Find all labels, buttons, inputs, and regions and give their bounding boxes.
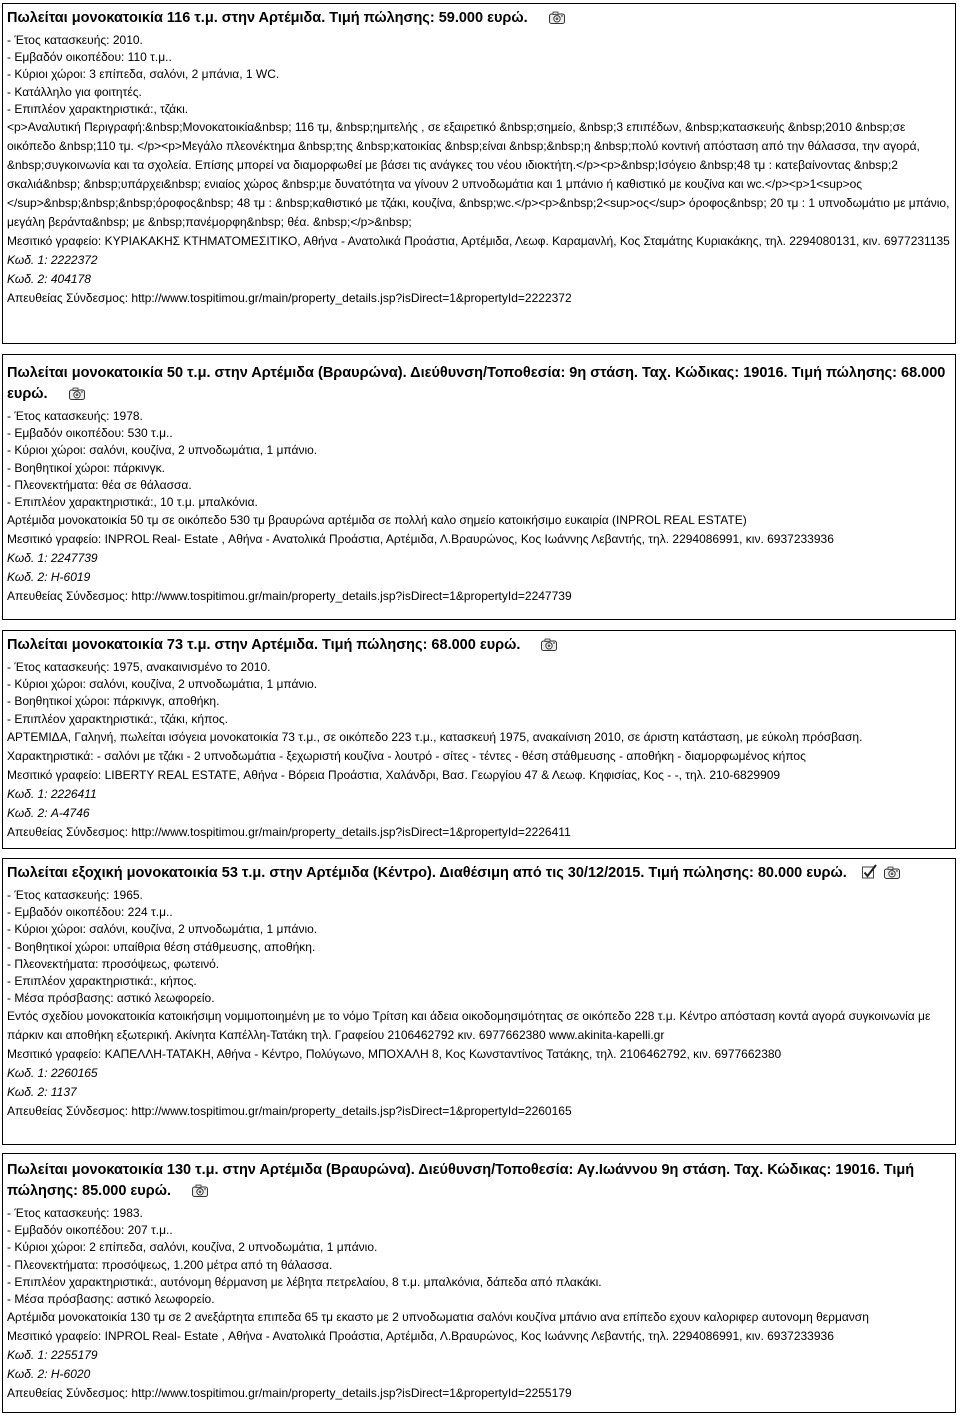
listing-card xyxy=(2,630,956,849)
camera-icon[interactable] xyxy=(883,866,901,887)
detail-line: - Κατάλληλο για φοιτητές. xyxy=(7,84,142,99)
camera-icon[interactable] xyxy=(548,11,566,32)
detail-line: - Βοηθητικοί χώροι: πάρκινγκ. xyxy=(7,460,166,475)
detail-line: - Κύριοι χώροι: σαλόνι, κουζίνα, 2 υπνοδωμάτια, 1 μπάνιο. xyxy=(7,677,318,692)
code-1: Κωδ. 1: 2255179 xyxy=(7,1348,98,1363)
direct-link[interactable]: Απευθείας Σύνδεσμος: http://www.tospitimou.gr/main/property_details.jsp?isDirect=1&propertyId=2226411 xyxy=(7,824,571,839)
code-2: Κωδ. 2: A-4746 xyxy=(7,805,90,820)
listing-card xyxy=(2,354,956,620)
detail-line: - Εμβαδόν οικοπέδου: 110 τ.μ.. xyxy=(7,50,172,65)
direct-link[interactable]: Απευθείας Σύνδεσμος: http://www.tospitimou.gr/main/property_details.jsp?isDirect=1&propertyId=2222372 xyxy=(7,291,572,306)
listing-description: Εντός σχεδίου μονοκατοικία κατοικήσιμη νομιμοποιημένη με το νόμο Τρίτση και άδεια οικοδομησιμότητας σε οικόπεδο 228 τ.μ. Κέντρο απόσταση κοντά αγορά συγκοινωνία με πάρκιν και αποθήκη εξωτερική. Ακίνητα Καπέλλη-Τατάκη τηλ. Γραφείου 2106462792 κιν. 6977662380 www.akinita-kapelli.gr xyxy=(7,1009,931,1043)
detail-line: - Επιπλέον χαρακτηριστικά:, τζάκι. xyxy=(7,101,189,116)
camera-icon[interactable] xyxy=(191,1184,209,1205)
detail-line: - Κύριοι χώροι: 2 επίπεδα, σαλόνι, κουζίνα, 2 υπνοδωμάτια, 1 μπάνιο. xyxy=(7,1240,378,1255)
detail-line: - Κύριοι χώροι: 3 επίπεδα, σαλόνι, 2 μπάνια, 1 WC. xyxy=(7,67,280,82)
detail-line: - Επιπλέον χαρακτηριστικά:, αυτόνομη θέρμανση με λέβητα πετρελαίου, 8 τ.μ. μπαλκόνια, δάπεδα από πλακάκι. xyxy=(7,1274,602,1289)
detail-line: - Έτος κατασκευής: 2010. xyxy=(7,33,143,47)
listing-description: Αρτέμιδα μονοκατοικία 130 τμ σε 2 ανεξάρτητα επιπεδα 65 τμ εκαστο με 2 υπνοδωματια σαλόνι κουζίνα μπάνιο ανα επίπεδο εχουν καλοριφερ αυτονομη θερμανση xyxy=(7,1310,869,1325)
code-1: Κωδ. 1: 2226411 xyxy=(7,786,97,801)
agency-info: Μεσιτικό γραφείο: LIBERTY REAL ESTATE, Αθήνα - Βόρεια Προάστια, Χαλάνδρι, Βασ. Γεωργίου 47 & Λεωφ. Κηφισίας, Κος - -, τηλ. 210-6829909 xyxy=(7,767,781,782)
detail-line: - Πλεονεκτήματα: προσόψεως, φωτεινό. xyxy=(7,956,220,971)
code-2: Κωδ. 2: 404178 xyxy=(7,272,91,287)
detail-line: - Κύριοι χώροι: σαλόνι, κουζίνα, 2 υπνοδωμάτια, 1 μπάνιο. xyxy=(7,443,318,458)
detail-line: - Μέσα πρόσβασης: αστικό λεωφορείο. xyxy=(7,991,215,1006)
listing-title[interactable]: Πωλείται μονοκατοικία 50 τ.μ. στην Αρτέμιδα (Βραυρώνα). Διεύθυνση/Τοποθεσία: 9η στάση. Ταχ. Κώδικας: 19016. Τιμή πώλησης: 68.000 ευρώ. xyxy=(7,363,951,408)
agency-info: Μεσιτικό γραφείο: INPROL Real- Estate , Αθήνα - Ανατολικά Προάστια, Αρτέμιδα, Λ.Βραυρώνος, Κος Ιωάννης Λεβαντής, τηλ. 2294086991, κιν. 6937233936 xyxy=(7,1329,834,1344)
listing-title[interactable]: Πωλείται εξοχική μονοκατοικία 53 τ.μ. στην Αρτέμιδα (Κέντρο). Διαθέσιμη από τις 30/12/2015. Τιμή πώλησης: 80.000 ευρώ. xyxy=(7,863,951,887)
detail-line: - Έτος κατασκευής: 1983. xyxy=(7,1206,143,1220)
code-1: Κωδ. 1: 2222372 xyxy=(7,253,98,268)
detail-line: - Έτος κατασκευής: 1978. xyxy=(7,409,143,423)
detail-line: - Έτος κατασκευής: 1975, ανακαινισμένο το 2010. xyxy=(7,660,271,674)
checkmark-icon xyxy=(861,864,877,887)
direct-link[interactable]: Απευθείας Σύνδεσμος: http://www.tospitimou.gr/main/property_details.jsp?isDirect=1&propertyId=2247739 xyxy=(7,589,572,604)
listing-description: ΑΡΤΕΜΙΔΑ, Γαληνή, πωλείται ισόγεια μονοκατοικία 73 τ.μ., σε οικόπεδο 223 τ.μ., κατασκευή 1975, ανακαίνιση 2010, σε άριστη κατάσταση, με εύκολη πρόσβαση. Χαρακτηριστικά: - σαλόνι με τζάκι - 2 υπνοδωμάτια - ξεχωριστή κουζίνα - λουτρό - σίτες - τέντες - θέση στάθμευσης - αποθήκη - διαμορφωμένος κήπος xyxy=(7,729,863,763)
detail-line: - Βοηθητικοί χώροι: υπαίθρια θέση στάθμευσης, αποθήκη. xyxy=(7,939,316,954)
listing-title[interactable]: Πωλείται μονοκατοικία 116 τ.μ. στην Αρτέμιδα. Τιμή πώλησης: 59.000 ευρώ. xyxy=(7,8,951,32)
detail-line: - Πλεονεκτήματα: προσόψεως, 1.200 μέτρα από τη θάλασσα. xyxy=(7,1257,333,1272)
detail-line: - Επιπλέον χαρακτηριστικά:, κήπος. xyxy=(7,974,197,989)
listing-title[interactable]: Πωλείται μονοκατοικία 73 τ.μ. στην Αρτέμιδα. Τιμή πώλησης: 68.000 ευρώ. xyxy=(7,635,951,659)
listing-description: Αρτέμιδα μονοκατοικία 50 τμ σε οικόπεδο 530 τμ βραυρώνα αρτέμιδα σε πολλή καλο σημείο κατοικήσιμο ευκαιρία (INPROL REAL ESTATE) xyxy=(7,513,747,528)
listing-card xyxy=(2,858,956,1145)
detail-line: - Μέσα πρόσβασης: αστικό λεωφορείο. xyxy=(7,1292,215,1307)
detail-line: - Πλεονεκτήματα: θέα σε θάλασσα. xyxy=(7,477,192,492)
code-2: Κωδ. 2: H-6019 xyxy=(7,570,91,585)
detail-line: - Εμβαδόν οικοπέδου: 530 τ.μ.. xyxy=(7,426,173,441)
detail-line: - Κύριοι χώροι: σαλόνι, κουζίνα, 2 υπνοδωμάτια, 1 μπάνιο. xyxy=(7,922,318,937)
direct-link[interactable]: Απευθείας Σύνδεσμος: http://www.tospitimou.gr/main/property_details.jsp?isDirect=1&propertyId=2255179 xyxy=(7,1386,572,1401)
camera-icon[interactable] xyxy=(540,638,558,659)
code-1: Κωδ. 1: 2247739 xyxy=(7,551,98,566)
code-2: Κωδ. 2: H-6020 xyxy=(7,1367,91,1382)
direct-link[interactable]: Απευθείας Σύνδεσμος: http://www.tospitimou.gr/main/property_details.jsp?isDirect=1&propertyId=2260165 xyxy=(7,1104,572,1119)
camera-icon[interactable] xyxy=(68,387,86,408)
listing-card xyxy=(2,1153,956,1413)
detail-line: - Εμβαδόν οικοπέδου: 224 τ.μ.. xyxy=(7,905,173,920)
code-1: Κωδ. 1: 2260165 xyxy=(7,1066,98,1081)
code-2: Κωδ. 2: 1137 xyxy=(7,1085,77,1100)
listing-description: <p>Αναλυτική Περιγραφή:&nbsp;Μονοκατοικία&nbsp; 116 τμ, &nbsp;ημιτελής , σε εξαιρετικό &nbsp;σημείο, &nbsp;3 επιπέδων, &nbsp;κατασκευής &nbsp;2010 &nbsp;σε οικόπεδο &nbsp;110 τμ. </p><p>Μεγάλο πλεονέκτημα &nbsp;της &nbsp;κατοικίας &nbsp;είναι &nbsp;&nbsp;η &nbsp;πολύ κοντινή απόσταση από την θάλασσα, την αγορά, &nbsp;συγκοινωνία και τα σχολεία. Επίσης μπορεί να διαμορφωθεί με βάσει τις ανάγκες του νέου ιδιοκτήτη.</p><p>&nbsp;Ισόγειο &nbsp;48 τμ : κατεβαίνοντας &nbsp;2 σκαλιά&nbsp; &nbsp;υπάρχει&nbsp; ενιαίος χώρος &nbsp;με δυνατότητα να γίνουν 2 υπνοδωμάτια και 1 μπάνιο ή καθιστικό με κουζίνα και wc.</p><p>1<sup>ος </sup>&nbsp;&nbsp;&nbsp;όροφος&nbsp; 48 τμ : &nbsp;καθιστικό με τζάκι, κουζίνα, &nbsp;wc.</p><p>&nbsp;2<sup>ος</sup> όροφος&nbsp; 20 τμ : 1 υπνοδωμάτιο με μπάνιο, μεγάλη βεράντα&nbsp; με &nbsp;πανέμορφη&nbsp; θέα. &nbsp;</p>&nbsp; xyxy=(7,120,950,230)
listing-title[interactable]: Πωλείται μονοκατοικία 130 τ.μ. στην Αρτέμιδα (Βραυρώνα). Διεύθυνση/Τοποθεσία: Αγ.Ιωάννου 9η στάση. Ταχ. Κώδικας: 19016. Τιμή πώλησης: 85.000 ευρώ. xyxy=(7,1160,951,1205)
agency-info: Μεσιτικό γραφείο: INPROL Real- Estate , Αθήνα - Ανατολικά Προάστια, Αρτέμιδα, Λ.Βραυρώνος, Κος Ιωάννης Λεβαντής, τηλ. 2294086991, κιν. 6937233936 xyxy=(7,532,834,547)
agency-info: Μεσιτικό γραφείο: ΚΑΠΕΛΛΗ-ΤΑΤΑΚΗ, Αθήνα - Κέντρο, Πολύγωνο, ΜΠΟΧΑΛΗ 8, Κος Κωνσταντίνος Τατάκης, τηλ. 2106462792, κιν. 6977662380 xyxy=(7,1047,782,1062)
detail-line: - Βοηθητικοί χώροι: πάρκινγκ, αποθήκη. xyxy=(7,694,220,709)
detail-line: - Επιπλέον χαρακτηριστικά:, 10 τ.μ. μπαλκόνια. xyxy=(7,495,258,510)
detail-line: - Έτος κατασκευής: 1965. xyxy=(7,888,143,902)
detail-line: - Εμβαδόν οικοπέδου: 207 τ.μ.. xyxy=(7,1223,173,1238)
detail-line: - Επιπλέον χαρακτηριστικά:, τζάκι, κήπος. xyxy=(7,711,229,726)
listing-card xyxy=(2,3,956,344)
agency-info: Μεσιτικό γραφείο: ΚΥΡΙΑΚΑΚΗΣ ΚΤΗΜΑΤΟΜΕΣΙΤΙΚΟ, Αθήνα - Ανατολικά Προάστια, Αρτέμιδα, Λεωφ. Καραμανλή, Κος Σταμάτης Κυριακάκης, τηλ. 2294080131, κιν. 6977231135 xyxy=(7,234,950,249)
